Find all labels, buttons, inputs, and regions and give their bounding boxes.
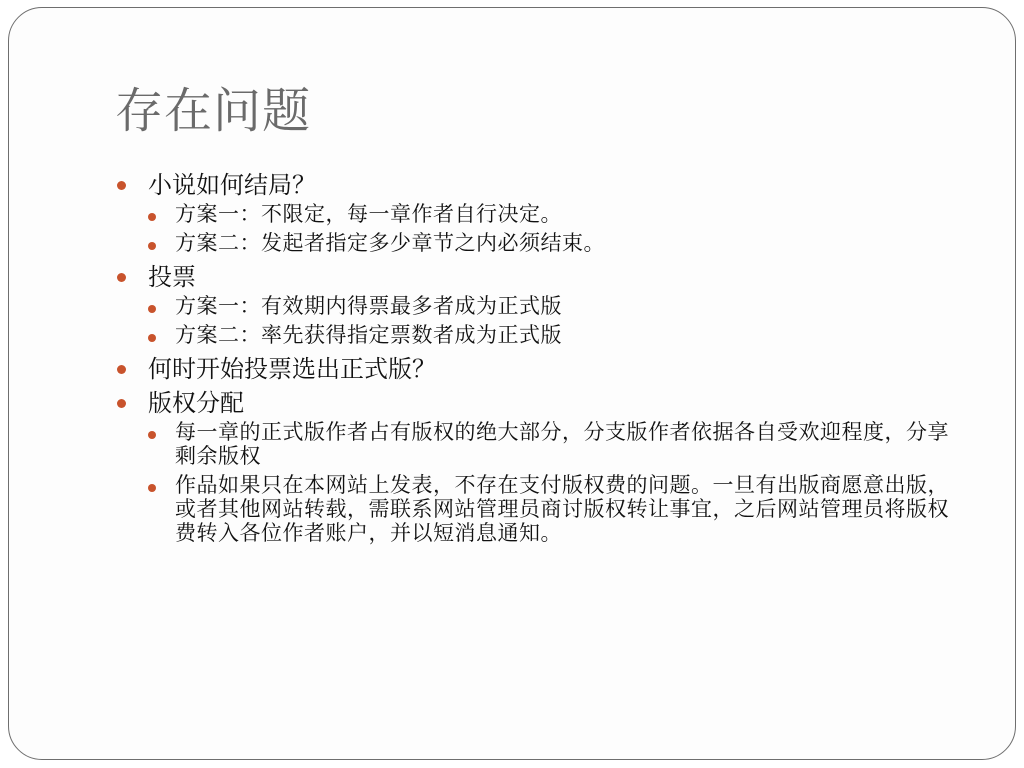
sub-bullet-text: 作品如果只在本网站上发表，不存在支付版权费的问题。一旦有出版商愿意出版，或者其他网站转载，需联系网站管理员商讨版权转让事宜，之后网站管理员将版权费转入各位作者账户，并以短消息通知。 <box>175 473 949 545</box>
slide-title: 存在问题 <box>115 83 312 139</box>
bullet-list <box>115 168 965 550</box>
bullet-item <box>115 386 965 550</box>
sub-bullet-text: 方案二：率先获得指定票数者成为正式版 <box>175 323 562 347</box>
sub-bullet-dot-icon <box>148 213 156 221</box>
bullet-text: 小说如何结局？ <box>148 171 316 199</box>
sub-bullet-text: 方案一：有效期内得票最多者成为正式版 <box>175 294 562 318</box>
slide <box>8 7 1016 760</box>
sub-bullet-dot-icon <box>148 305 156 313</box>
sub-bullet-list <box>148 420 965 550</box>
bullet-dot-icon <box>117 181 126 190</box>
sub-bullet-dot-icon <box>148 484 156 492</box>
sub-bullet-list <box>148 294 965 352</box>
bullet-text: 何时开始投票选出正式版？ <box>148 355 436 383</box>
sub-bullet-item <box>148 420 965 473</box>
bullet-item <box>115 168 965 260</box>
sub-bullet-dot-icon <box>148 242 156 250</box>
sub-bullet-item <box>148 202 965 231</box>
sub-bullet-text: 方案一：不限定，每一章作者自行决定。 <box>175 202 562 226</box>
bullet-text: 投票 <box>148 263 196 291</box>
bullet-text: 版权分配 <box>148 389 244 417</box>
sub-bullet-text: 方案二：发起者指定多少章节之内必须结束。 <box>175 231 605 255</box>
sub-bullet-dot-icon <box>148 431 156 439</box>
bullet-item <box>115 352 965 386</box>
sub-bullet-dot-icon <box>148 334 156 342</box>
sub-bullet-list <box>148 202 965 260</box>
slide-content <box>115 168 965 550</box>
sub-bullet-text: 每一章的正式版作者占有版权的绝大部分，分支版作者依据各自受欢迎程度，分享剩余版权 <box>175 420 949 468</box>
sub-bullet-item <box>148 231 965 260</box>
sub-bullet-item <box>148 323 965 352</box>
bullet-dot-icon <box>117 273 126 282</box>
bullet-dot-icon <box>117 399 126 408</box>
sub-bullet-item <box>148 473 965 550</box>
sub-bullet-item <box>148 294 965 323</box>
bullet-item <box>115 260 965 352</box>
bullet-dot-icon <box>117 365 126 374</box>
